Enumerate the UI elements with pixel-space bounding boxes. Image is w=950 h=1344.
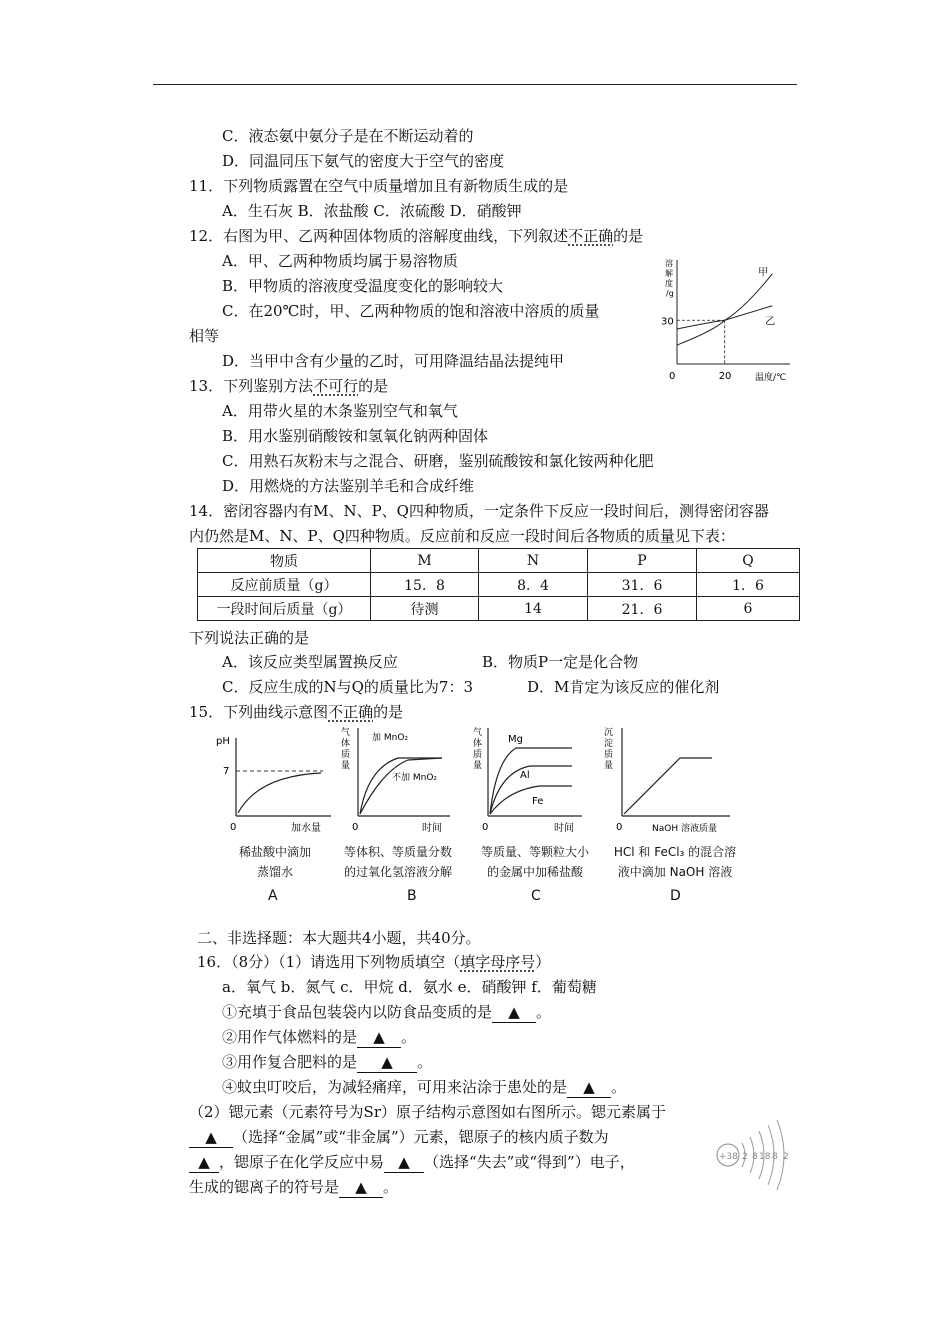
q12-option-a: A．甲、乙两种物质均属于易溶物质: [222, 252, 458, 270]
q12-option-c: C．在20℃时，甲、乙两种物质的饱和溶液中溶质的质量: [222, 302, 600, 320]
q12-option-c-cont: 相等: [189, 327, 220, 345]
graph-c-curve2: Al: [520, 770, 530, 781]
q12-stem: 12．右图为甲、乙两种固体物质的溶解度曲线，下列叙述不正确的是: [189, 227, 644, 245]
graph-c-curve1: Mg: [508, 734, 523, 745]
x-tick-20: 20: [718, 371, 732, 382]
q16-item-4: ④蚊虫叮咬后，为减轻痛痒，可用来沾涂于患处的是 ▲ 。: [222, 1078, 627, 1096]
q11-options: A．生石灰 B．浓盐酸 C．浓硫酸 D．硝酸钾: [222, 202, 522, 220]
graph-b-ylabel-3: 质: [341, 750, 351, 760]
graph-a-ylabel: pH: [216, 736, 230, 747]
nucleus-charge: +38: [719, 1152, 738, 1162]
shell-electrons: 8: [752, 1152, 758, 1162]
y-label-1: 溶: [665, 259, 673, 268]
q16-stem: 16．（8分）（1）请选用下列物质填空（填字母序号）: [197, 953, 551, 971]
graph-b-caption: 等体积、等质量分数 的过氧化氢溶液分解: [343, 845, 452, 879]
y-label-3: 度: [665, 279, 673, 288]
q16-part2-line4: 生成的锶离子的符号是 ▲ 。: [189, 1178, 399, 1196]
graph-b-letter: B: [407, 888, 417, 904]
shell-electrons: 18: [759, 1152, 771, 1162]
curve-with-mno2: [360, 758, 442, 814]
q14-stem-2: 内仍然是M、N、P、Q四种物质。反应前和反应一段时间后各物质的质量见下表：: [189, 527, 735, 545]
graph-d-ylabel-2: 淀: [604, 739, 614, 749]
q16-item-1: ①充填于食品包装袋内以防食品变质的是 ▲ 。: [222, 1003, 552, 1021]
shell-electrons: 2: [783, 1152, 789, 1162]
q13-stem: 13．下列鉴别方法不可行的是: [189, 377, 389, 395]
mass-table: [197, 548, 800, 621]
q14-option-b: B．物质P一定是化合物: [482, 653, 639, 671]
y-label-2: 解: [665, 269, 673, 278]
graph-a-letter: A: [268, 888, 278, 904]
shell-electrons: 8: [772, 1152, 778, 1162]
curve-al: [490, 766, 572, 814]
q12-option-d: D．当甲中含有少量的乙时，可用降温结晶法提纯甲: [222, 352, 565, 370]
graph-d-ylabel-4: 量: [604, 761, 614, 771]
series-label-jia: 甲: [758, 267, 769, 279]
curve-without-mno2: [360, 758, 442, 814]
q16-choices: a．氧气 b．氮气 c．甲烷 d．氨水 e．硝酸钾 f．葡萄糖: [222, 978, 597, 996]
graph-c-xlabel: 时间: [554, 823, 574, 834]
graph-a-xlabel: 加水量: [291, 823, 321, 834]
answer-blank[interactable]: ▲: [357, 1052, 417, 1073]
precipitate-line: [624, 758, 712, 814]
table-cell: 待测: [371, 597, 479, 621]
table-header-cell: P: [588, 549, 697, 573]
curve-mg: [490, 748, 572, 814]
table-cell: 6: [697, 597, 800, 621]
graph-b-ylabel-4: 量: [341, 761, 351, 771]
q13-option-d: D．用燃烧的方法鉴别羊毛和合成纤维: [222, 477, 475, 495]
q10-option-d: D．同温同压下氨气的密度大于空气的密度: [222, 152, 505, 170]
table-header-cell: 物质: [198, 549, 371, 573]
graph-c-ylabel-2: 体: [473, 739, 483, 749]
graph-b-xlabel: 时间: [422, 823, 442, 834]
answer-blank[interactable]: ▲: [189, 1152, 219, 1173]
table-cell: 反应前质量（g）: [198, 573, 371, 597]
q15-stem: 15．下列曲线示意图不正确的是: [189, 703, 404, 721]
graph-d-ylabel-1: 沉: [604, 728, 614, 738]
table-header-cell: Q: [697, 549, 800, 573]
y-label-4: /g: [666, 289, 674, 298]
table-header-cell: M: [371, 549, 479, 573]
table-cell: 15．8: [371, 573, 479, 597]
ph-curve: [238, 773, 321, 813]
table-row: [198, 573, 800, 597]
table-cell: 21．6: [588, 597, 697, 621]
graph-c-curve3: Fe: [532, 796, 544, 807]
graph-d-ylabel-3: 质: [604, 750, 614, 760]
graph-c-letter: C: [531, 888, 541, 904]
graph-c-ylabel-4: 量: [473, 761, 483, 771]
x-axis-label: 温度/℃: [755, 373, 787, 383]
graph-d-letter: D: [670, 888, 681, 904]
graph-d-caption: HCl 和 FeCl₃ 的混合溶 液中滴加 NaOH 溶液: [613, 845, 737, 879]
table-cell: 一段时间后质量（g）: [198, 597, 371, 621]
series-curve-jia: [677, 274, 772, 345]
q14-option-a: A．该反应类型属置换反应: [222, 653, 398, 671]
table-cell: 14: [479, 597, 588, 621]
table-header-row: [198, 549, 800, 573]
q16-part2-line2: ▲ （选择“金属”或“非金属”）元素，锶原子的核内质子数为: [189, 1127, 609, 1148]
q12-option-b: B．甲物质的溶液度受温度变化的影响较大: [222, 277, 504, 295]
y-tick-30: 30: [661, 316, 674, 328]
graph-b-curve1: 加 MnO₂: [372, 733, 409, 743]
graph-a-tick: 7: [223, 766, 230, 777]
answer-blank[interactable]: ▲: [357, 1027, 401, 1048]
shell-electrons: 2: [742, 1152, 748, 1162]
q14-option-d: D．M肯定为该反应的催化剂: [527, 678, 720, 696]
series-label-yi: 乙: [765, 316, 776, 328]
strontium-atom-diagram: [712, 1115, 797, 1195]
graph-c-ylabel-3: 质: [473, 750, 483, 760]
answer-blank[interactable]: ▲: [384, 1152, 424, 1173]
q10-option-c: C．液态氨中氨分子是在不断运动着的: [222, 127, 474, 145]
q13-option-b: B．用水鉴别硝酸铵和氢氧化钠两种固体: [222, 427, 489, 445]
table-cell: 8．4: [479, 573, 588, 597]
part2-header: 二、非选择题：本大题共4小题，共40分。: [197, 929, 481, 947]
q16-part2-line3: ▲ ，锶原子在化学反应中易 ▲ （选择“失去”或“得到”）电子，: [189, 1152, 635, 1173]
graph-b-ylabel-2: 体: [341, 739, 351, 749]
graph-d: [600, 720, 740, 840]
q13-option-a: A．用带火星的木条鉴别空气和氧气: [222, 402, 458, 420]
graph-a-caption: 稀盐酸中滴加 蒸馏水: [238, 845, 311, 879]
graph-c-caption: 等质量、等颗粒大小 的金属中加稀盐酸: [480, 845, 589, 879]
table-header-cell: N: [479, 549, 588, 573]
q16-item-3: ③用作复合肥料的是 ▲ 。: [222, 1053, 433, 1071]
graph-b-curve2: 不加 MnO₂: [392, 773, 438, 783]
graph-b-ylabel-1: 气: [341, 728, 351, 738]
graph-a-origin: 0: [230, 822, 237, 833]
answer-blank[interactable]: ▲: [189, 1127, 233, 1148]
graph-c-ylabel-1: 气: [473, 728, 483, 738]
q16-part2-line1: （2）锶元素（元素符号为Sr）原子结构示意图如右图所示。锶元素属于: [189, 1103, 666, 1121]
q14-stem-1: 14．密闭容器内有M、N、P、Q四种物质，一定条件下反应一段时间后，测得密闭容器: [189, 502, 769, 520]
top-rule: [153, 84, 797, 85]
graph-c-origin: 0: [482, 822, 489, 833]
solubility-chart: [655, 252, 795, 387]
q14-after: 下列说法正确的是: [189, 629, 310, 647]
graph-b-origin: 0: [352, 822, 359, 833]
graph-b: [338, 720, 458, 840]
table-cell: 31．6: [588, 573, 697, 597]
graph-d-xlabel: NaOH 溶液质量: [652, 824, 717, 834]
graph-a: [213, 724, 333, 840]
answer-blank[interactable]: ▲: [339, 1177, 383, 1198]
q16-item-2: ②用作气体燃料的是 ▲ 。: [222, 1028, 417, 1046]
table-row: [198, 597, 800, 621]
x-tick-0: 0: [669, 371, 676, 382]
graph-d-origin: 0: [616, 822, 623, 833]
graph-c: [470, 720, 590, 840]
answer-blank[interactable]: ▲: [567, 1077, 611, 1098]
q14-option-c: C．反应生成的N与Q的质量比为7：3: [222, 678, 473, 696]
answer-blank[interactable]: ▲: [492, 1002, 536, 1023]
q11-stem: 11．下列物质露置在空气中质量增加且有新物质生成的是: [189, 177, 569, 195]
q13-option-c: C．用熟石灰粉末与之混合、研磨，鉴别硫酸铵和氯化铵两种化肥: [222, 452, 654, 470]
curve-fe: [490, 786, 572, 814]
table-cell: 1．6: [697, 573, 800, 597]
